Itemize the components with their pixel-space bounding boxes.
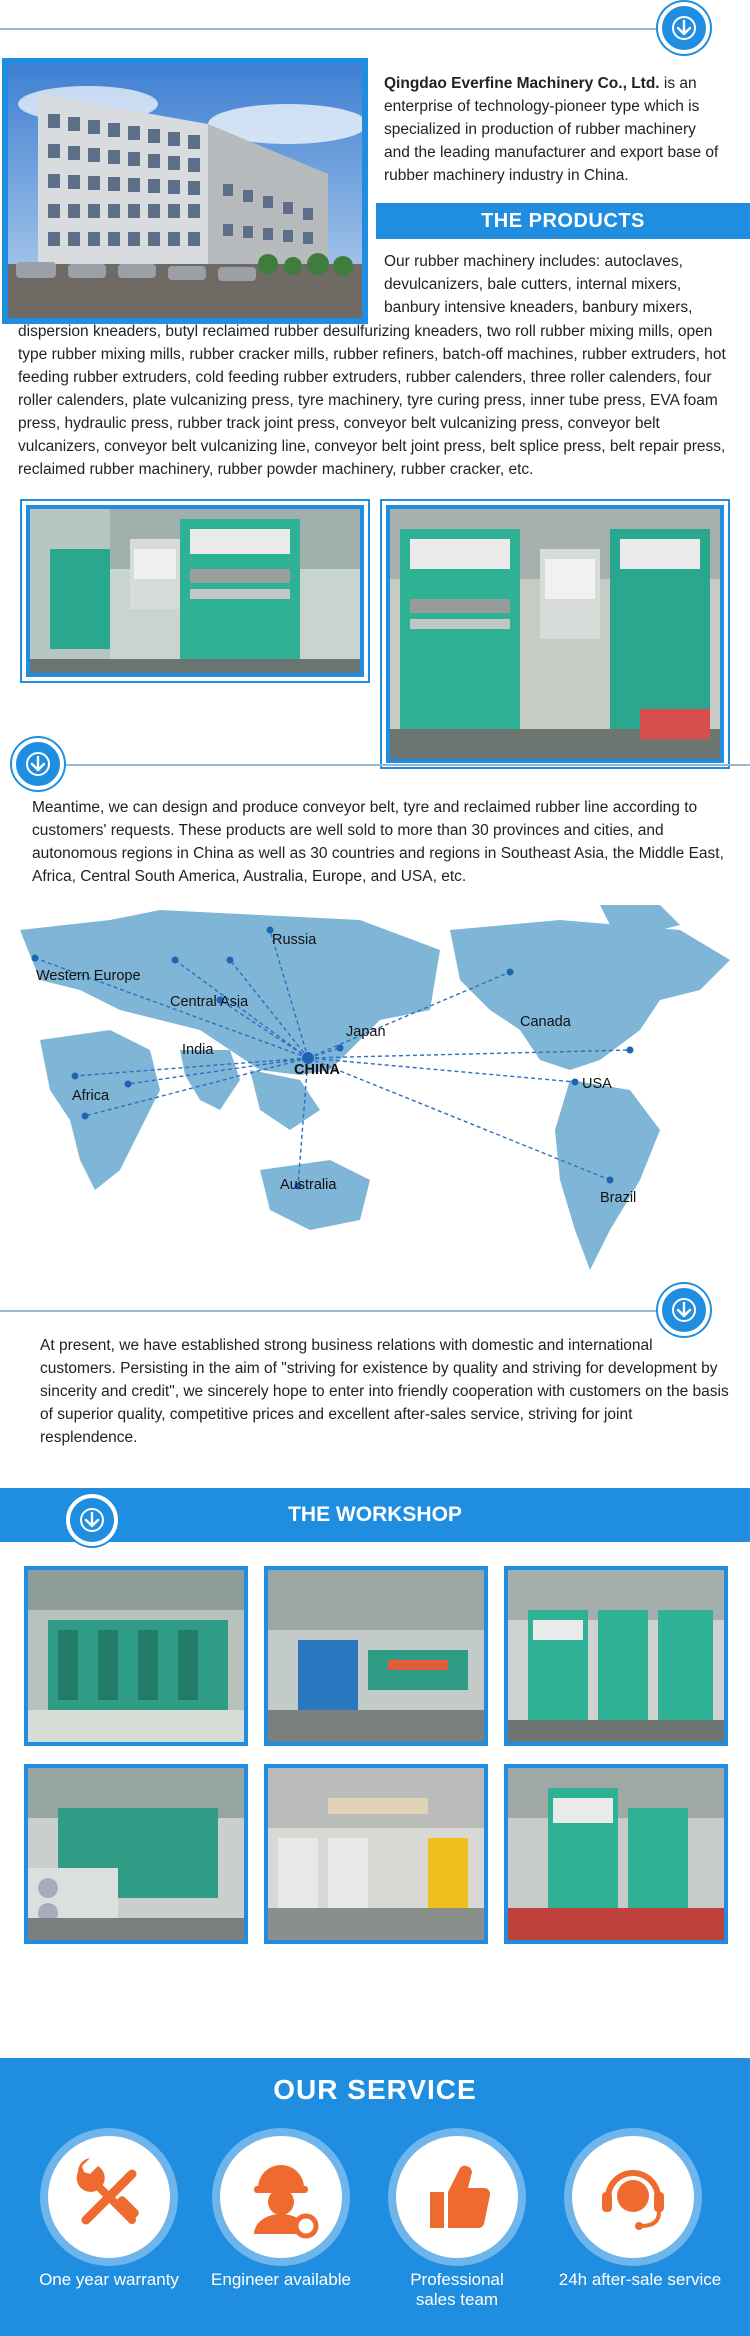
service-warranty-circle bbox=[48, 2136, 170, 2258]
map-label-africa: Africa bbox=[72, 1088, 110, 1104]
markets-text: Meantime, we can design and produce conveyor belt, tyre and reclaimed rubber line according to customers' requests. These products are well sold to more than 30 provinces and cities, and autonomous regions in China as well as 30 countries and regions in Southeast Asia, the Middle East, Africa, Central South America, Australia, Europe, and USA, etc. bbox=[32, 799, 724, 885]
arrow-down-icon bbox=[26, 752, 50, 776]
arrow-down-icon bbox=[672, 16, 696, 40]
map-label-australia: Australia bbox=[280, 1177, 337, 1193]
divider-line-2 bbox=[60, 764, 750, 766]
thumbs-up-icon bbox=[396, 2136, 518, 2258]
scroll-down-button-2[interactable] bbox=[12, 738, 64, 790]
arrow-down-icon bbox=[672, 1298, 696, 1322]
service-label-engineer: Engineer available bbox=[211, 2270, 351, 2289]
scroll-down-button-3[interactable] bbox=[658, 1284, 710, 1336]
world-map bbox=[0, 900, 750, 1300]
scroll-down-button-top[interactable] bbox=[658, 2, 710, 54]
map-label-central-asia: Central Asia bbox=[170, 994, 249, 1010]
scroll-down-button-workshop[interactable] bbox=[66, 1494, 118, 1546]
engineer-icon bbox=[220, 2136, 342, 2258]
service-sales-circle bbox=[396, 2136, 518, 2258]
relations-text: At present, we have established strong business relations with domestic and international customers. Persisting in the aim of "striving for existence by quality and striving for development by sincerity and credit", we sincerely hope to enter into friendly cooperation with customers on the basis of superior quality, competitive prices and excellent after-sales service, striving for joint resplendence. bbox=[40, 1337, 729, 1446]
service-label-warranty: One year warranty bbox=[39, 2270, 179, 2289]
workshop-heading: THE WORKSHOP bbox=[288, 1503, 462, 1526]
company-intro-text: is an enterprise of technology-pioneer type which is specialized in production of rubber machinery and the leading manufacturer and export base of rubber machinery industry in China. bbox=[384, 75, 719, 184]
products-text-part1: Our rubber machinery includes: autoclaves, devulcanizers, bale cutters, internal mixers, banbury intensive kneaders, banbury mixers, bbox=[384, 253, 693, 316]
service-support-circle bbox=[572, 2136, 694, 2258]
machine-photo-right bbox=[386, 505, 724, 763]
divider-line-3 bbox=[0, 1310, 670, 1312]
map-label-western-europe: Western Europe bbox=[36, 968, 141, 984]
service-engineer-circle bbox=[220, 2136, 342, 2258]
workshop-photo-4 bbox=[24, 1764, 248, 1944]
machine-photo-left bbox=[26, 505, 364, 677]
service-label-support: 24h after-sale service bbox=[558, 2270, 722, 2289]
map-label-russia: Russia bbox=[272, 932, 317, 948]
map-label-japan: Japan bbox=[346, 1024, 386, 1040]
map-label-usa: USA bbox=[582, 1076, 612, 1092]
company-building-photo bbox=[2, 58, 368, 324]
service-heading: OUR SERVICE bbox=[273, 2074, 477, 2105]
workshop-photo-1 bbox=[24, 1566, 248, 1746]
headset-icon bbox=[572, 2136, 694, 2258]
company-name: Qingdao Everfine Machinery Co., Ltd. bbox=[384, 75, 660, 92]
map-label-brazil: Brazil bbox=[600, 1190, 637, 1206]
map-label-china: CHINA bbox=[294, 1062, 340, 1078]
products-heading: THE PRODUCTS bbox=[376, 203, 750, 239]
company-intro bbox=[384, 72, 724, 187]
workshop-photo-2 bbox=[264, 1566, 488, 1746]
divider-line-top bbox=[0, 28, 670, 30]
world-map-graphic bbox=[0, 900, 750, 1300]
products-text-part2: dispersion kneaders, butyl reclaimed rubber desulfurizing kneaders, two roll rubber mixing mills, open type rubber mixing mills, rubber cracker mills, rubber refiners, batch-off machines, rubber extruders, hot feeding rubber extruders, cold feeding rubber extruders, rubber calenders, three roller calenders, four roller calenders, plate vulcanizing press, tyre machinery, tyre curing press, inner tube press, EVA foam press, hydraulic press, rubber track joint press, conveyor belt vulcanizing press, conveyor belt vulcanizers, conveyor belt vulcanizing line, conveyor belt joint press, belt splice press, belt repair press, reclaimed rubber machinery, rubber powder machinery, rubber cracker, etc. bbox=[18, 323, 726, 478]
tools-icon bbox=[48, 2136, 170, 2258]
workshop-photo-3 bbox=[504, 1566, 728, 1746]
map-label-canada: Canada bbox=[520, 1014, 571, 1030]
workshop-photo-5 bbox=[264, 1764, 488, 1944]
workshop-photo-6 bbox=[504, 1764, 728, 1944]
service-label-sales: Professional sales team bbox=[410, 2270, 504, 2309]
map-label-india: India bbox=[182, 1042, 214, 1058]
arrow-down-icon bbox=[80, 1508, 104, 1532]
